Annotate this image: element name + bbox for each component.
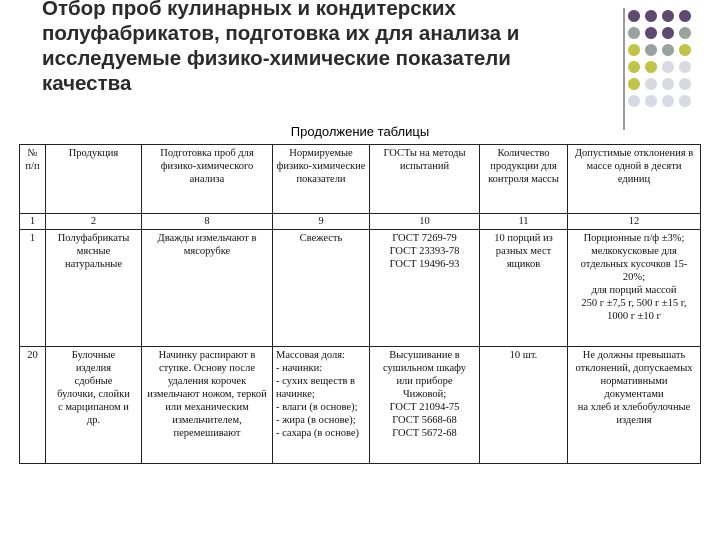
decorative-dot <box>662 10 674 22</box>
decorative-dot <box>662 27 674 39</box>
quantity-cell: 10 порций из разных мест ящиков <box>480 230 568 347</box>
decorative-dot <box>662 61 674 73</box>
table-row <box>20 230 701 347</box>
decorative-dot <box>628 27 640 39</box>
decorative-dot <box>662 95 674 107</box>
decorative-dot <box>679 44 691 56</box>
col-number-cell: 2 <box>46 214 142 230</box>
decorative-dot <box>645 44 657 56</box>
decorative-dot <box>645 95 657 107</box>
header-number: № п/п <box>20 145 46 214</box>
indicators-cell: Свежесть <box>273 230 370 347</box>
decorative-dot <box>679 61 691 73</box>
decorative-dot <box>628 78 640 90</box>
decorative-dot <box>628 44 640 56</box>
header-product: Продукция <box>46 145 142 214</box>
col-number-cell: 1 <box>20 214 46 230</box>
col-number-cell: 10 <box>370 214 480 230</box>
header-preparation: Подготовка проб для физико-химического анализа <box>142 145 273 214</box>
table-caption: Продолжение таблицы <box>290 124 430 139</box>
deviation-cell: Порционные п/ф ±3%; мелкокусковые для отдельных кусочков 15- 20%; для порций массой 250 г ±7,5 г, 500 г ±15 г, 1000 г ±10 г <box>568 230 701 347</box>
decorative-dot <box>679 27 691 39</box>
header-gost: ГОСТы на методы испытаний <box>370 145 480 214</box>
decorative-dot <box>645 61 657 73</box>
table-row <box>20 347 701 464</box>
decorative-dot <box>628 10 640 22</box>
decorative-dot <box>679 95 691 107</box>
decorative-dot <box>679 78 691 90</box>
decorative-dot <box>628 61 640 73</box>
quantity-cell: 10 шт. <box>480 347 568 464</box>
slide-title: Отбор проб кулинарных и кондитерских полуфабрикатов, подготовка их для анализа и исследуемые физико-химические показатели качества <box>42 0 520 95</box>
deviation-cell: Не должны превышать отклонений, допускаемых нормативными документами на хлеб и хлебобулочные изделия <box>568 347 701 464</box>
decorative-dot <box>645 27 657 39</box>
decorative-dot <box>679 10 691 22</box>
decorative-dot <box>628 95 640 107</box>
decorative-dot <box>662 78 674 90</box>
product-cell: Полуфабрикаты мясные натуральные <box>46 230 142 347</box>
col-number-cell: 8 <box>142 214 273 230</box>
header-indicators: Нормируемые физико-химические показатели <box>273 145 370 214</box>
gost-cell: Высушивание в сушильном шкафу или приборе Чижовой; ГОСТ 21094-75 ГОСТ 5668-68 ГОСТ 5672-68 <box>370 347 480 464</box>
column-number-row <box>20 214 701 230</box>
decorative-dot <box>662 44 674 56</box>
table-header-row <box>20 145 701 214</box>
col-number-cell: 9 <box>273 214 370 230</box>
preparation-cell: Дважды измельчают в мясорубке <box>142 230 273 347</box>
product-cell: Булочные изделия сдобные булочки, слойки с марципаном и др. <box>46 347 142 464</box>
decorative-dot <box>645 78 657 90</box>
header-deviation: Допустимые отклонения в массе одной в десяти единиц <box>568 145 701 214</box>
decorative-dot <box>645 10 657 22</box>
col-number-cell: 11 <box>480 214 568 230</box>
header-quantity: Количество продукции для контроля массы <box>480 145 568 214</box>
indicators-cell: Массовая доля: - начинки: - сухих веществ в начинке; - влаги (в основе); - жира (в основе); - сахара (в основе) <box>273 347 370 464</box>
col-number-cell: 12 <box>568 214 701 230</box>
row-number: 20 <box>20 347 46 464</box>
preparation-cell: Начинку распирают в ступке. Основу после удаления корочек измельчают ножом, теркой или механическим измельчителем, перемешивают <box>142 347 273 464</box>
quality-table <box>19 144 701 464</box>
row-number: 1 <box>20 230 46 347</box>
title-divider <box>623 8 625 130</box>
gost-cell: ГОСТ 7269-79 ГОСТ 23393-78 ГОСТ 19496-93 <box>370 230 480 347</box>
